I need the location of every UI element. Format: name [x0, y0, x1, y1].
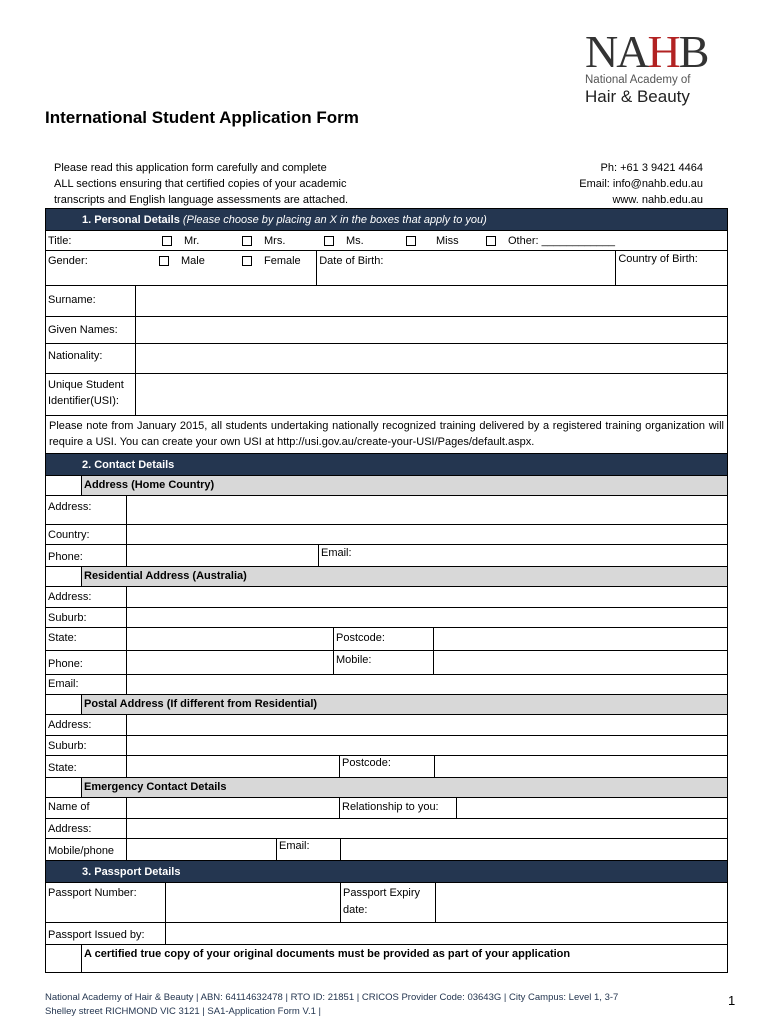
home-email-input[interactable]: Email: [321, 547, 352, 559]
emergency-mobile-input[interactable] [127, 839, 277, 860]
res-email-input[interactable] [127, 675, 727, 694]
page-number: 1 [728, 993, 736, 1008]
emergency-address-input[interactable] [127, 819, 727, 838]
other-checkbox[interactable]: Other: ____________ [486, 235, 615, 247]
res-phone-input[interactable] [127, 651, 334, 674]
logo-line2: Hair & Beauty [585, 87, 690, 106]
miss-checkbox[interactable]: Miss [406, 235, 459, 247]
cob-field[interactable]: Country of Birth: [618, 253, 698, 265]
res-address-input[interactable] [127, 587, 727, 607]
given-names-row: Given Names: [45, 317, 728, 344]
surname-row: Surname: [45, 286, 728, 317]
home-country-input[interactable] [127, 525, 727, 544]
home-address-input[interactable] [127, 496, 727, 524]
postal-state-input[interactable] [127, 756, 340, 777]
nationality-row: Nationality: [45, 344, 728, 374]
subsection-emergency-contact: Emergency Contact Details [45, 778, 728, 798]
res-state-input[interactable] [127, 628, 334, 650]
dob-field[interactable]: Date of Birth: [317, 251, 616, 285]
postal-address-input[interactable] [127, 715, 727, 735]
mrs-checkbox[interactable]: Mrs. [242, 235, 285, 247]
male-checkbox[interactable]: Male [159, 255, 205, 267]
logo-line1: National Academy of [585, 74, 691, 86]
surname-input[interactable] [136, 286, 727, 316]
passport-number-input[interactable] [166, 883, 341, 922]
res-mobile-input[interactable] [434, 651, 727, 674]
res-suburb-input[interactable] [127, 608, 727, 627]
given-names-input[interactable] [136, 317, 727, 343]
usi-note: Please note from January 2015, all students undertaking nationally recognized training delivered by a registered training organization will require a USI. You can create your own USI at http://usi.gov.au/create-your-USI/Pages/default.aspx. [45, 416, 728, 454]
contact-info: Ph: +61 3 9421 4464 Email: info@nahb.edu.au www. nahb.edu.au [579, 162, 703, 206]
usi-row: Unique Student Identifier(USI): [45, 374, 728, 416]
certified-copy-note: A certified true copy of your original documents must be provided as part of your application [45, 945, 728, 973]
section-personal-details: 1. Personal Details (Please choose by placing an X in the boxes that apply to you) [45, 209, 728, 231]
emergency-name-input[interactable] [127, 798, 340, 818]
emergency-relationship-input[interactable] [457, 798, 727, 818]
intro-text: Please read this application form carefully and complete ALL sections ensuring that certified copies of your academic transcripts and English language assessments are attached. [54, 162, 349, 206]
ms-checkbox[interactable]: Ms. [324, 235, 364, 247]
nahb-logo [585, 26, 708, 106]
nationality-input[interactable] [136, 344, 727, 373]
mr-checkbox[interactable]: Mr. [162, 235, 199, 247]
passport-expiry-input[interactable] [436, 883, 727, 922]
emergency-email-input[interactable] [341, 839, 727, 860]
postal-postcode-input[interactable] [435, 756, 727, 777]
page-title: International Student Application Form [45, 108, 359, 127]
passport-issued-input[interactable] [166, 923, 727, 944]
female-checkbox[interactable]: Female [242, 255, 301, 267]
subsection-residential-address: Residential Address (Australia) [45, 567, 728, 587]
usi-input[interactable] [136, 374, 727, 415]
title-row: Title: Mr. Mrs. Ms. Miss Other: ____________ [45, 231, 728, 251]
res-postcode-input[interactable] [434, 628, 727, 650]
postal-suburb-input[interactable] [127, 736, 727, 755]
subsection-postal-address: Postal Address (If different from Residential) [45, 695, 728, 715]
logo-wordmark: NAHB [585, 26, 708, 77]
gender-row: Gender: Male Female Date of Birth: Country of Birth: [45, 251, 728, 286]
subsection-home-address: Address (Home Country) [45, 476, 728, 496]
section-passport-details: 3. Passport Details [45, 861, 728, 883]
application-form: 1. Personal Details (Please choose by placing an X in the boxes that apply to you) Title: Mr. Mrs. Ms. Miss Other: ____________ Gender: Male Female Date of Birth: Country of Birth: Surname: Given Names: Nationality: Unique Student Identifier(USI): Please note from January 2015, all students undertaking nationally recognized training delivered by a registered training organization will require a USI. You can create your own USI at http://usi.gov.au/create-your-USI/Pages/default.aspx. 2. Contact Details Address (Home Country) Address: Country: Phone: Email: Residential Address (Australia) Address: Suburb: State: Postcode: Phone: Mobile: Email: Postal Address (If different from Residential) Address: Suburb: State: Postcode: Emergency Contact Details Name of Relationship to you: Address: Mobile/phone Email: 3. Passport Details Passport Number: Passport Expiry date: Passport Issued by: A certified true copy of your original documents must be provided as part of your application [45, 208, 728, 973]
footer: National Academy of Hair & Beauty | ABN: 64114632478 | RTO ID: 21851 | CRICOS Provider Code: 03643G | City Campus: Level 1, 3-7 Shelley street RICHMOND VIC 3121 | SA1-Application Form V.1 | [45, 992, 619, 1017]
home-phone-input[interactable] [127, 545, 319, 566]
section-contact-details: 2. Contact Details [45, 454, 728, 476]
